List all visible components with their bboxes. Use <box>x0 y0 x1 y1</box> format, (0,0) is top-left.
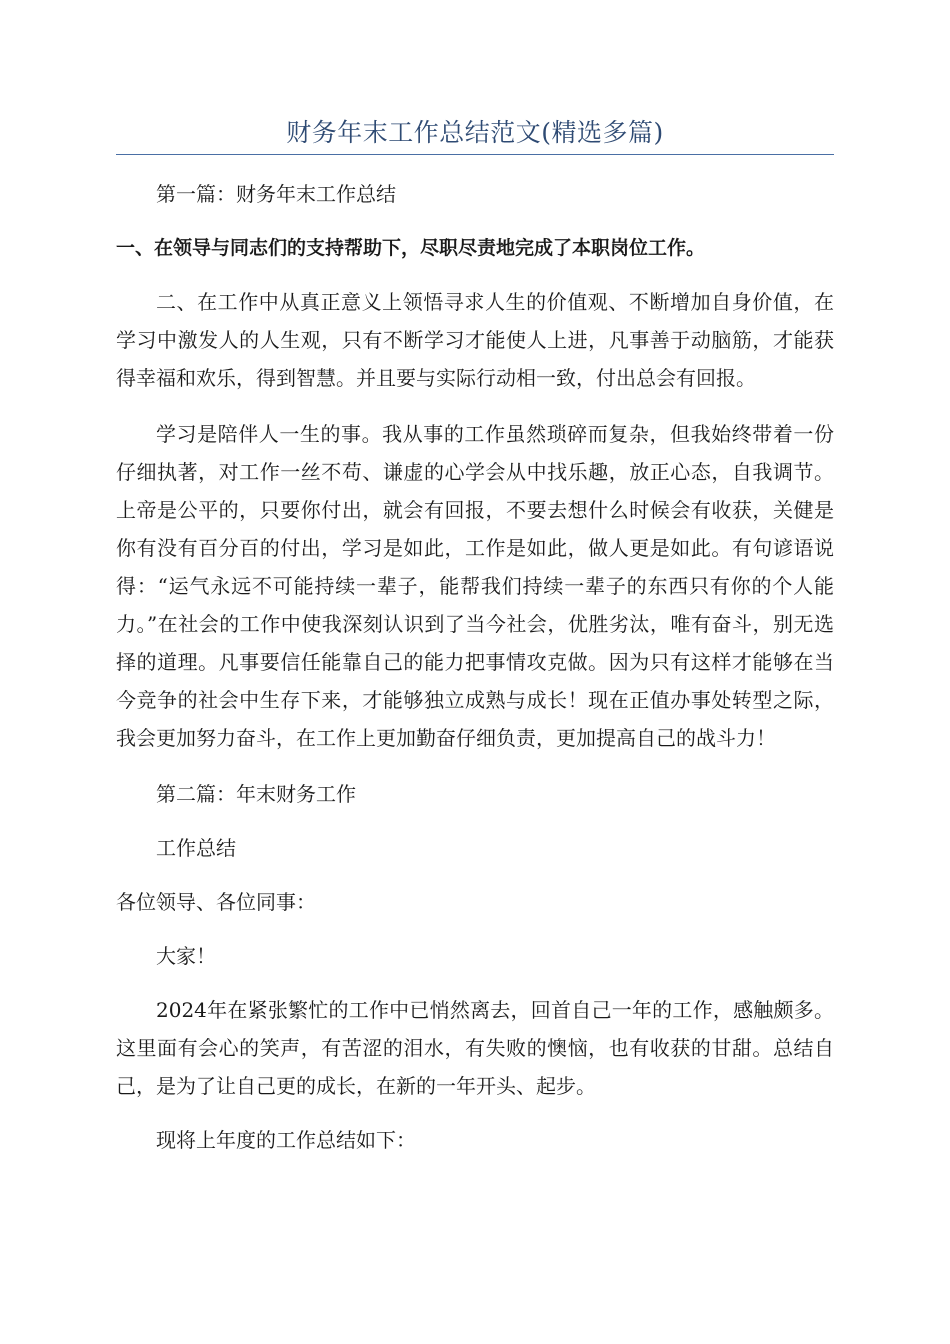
section-heading-1: 第一篇：财务年末工作总结 <box>156 182 396 206</box>
bold-point-1: 一、在领导与同志们的支持帮助下，尽职尽责地完成了本职岗位工作。 <box>116 237 706 259</box>
paragraph-learning: 学习是陪伴人一生的事。我从事的工作虽然琐碎而复杂，但我始终带着一份仔细执著，对工作一丝不苟、谦虚的心学会从中找乐趣，放正心态，自我调节。上帝是公平的，只要你付出，就会有回报，不要去想什么时候会有收获，关健是你有没有百分百的付出，学习是如此，工作是如此，做人更是如此。有句谚语说得：“运气永远不可能持续一辈子，能帮我们持续一辈子的东西只有你的个人能力。”在社会的工作中使我深刻认识到了当今社会，优胜劣汰，唯有奋斗，别无选择的道理。凡事要信任能靠自己的能力把事情攻克做。因为只有这样才能够在当今竞争的社会中生存下来，才能够独立成熟与成长！现在正值办事处转型之际，我会更加努力奋斗，在工作上更加勤奋仔细负责，更加提高自己的战斗力！ <box>116 422 834 750</box>
document-title: 财务年末工作总结范文(精选多篇) <box>286 118 664 147</box>
subheading-work-summary: 工作总结 <box>156 836 236 860</box>
paragraph-summary-intro: 现将上年度的工作总结如下： <box>156 1128 416 1152</box>
salutation: 各位领导、各位同事： <box>116 890 316 914</box>
title-underline <box>116 154 834 155</box>
section-heading-2: 第二篇：年末财务工作 <box>156 782 356 806</box>
paragraph-point-2: 二、在工作中从真正意义上领悟寻求人生的价值观、不断增加自身价值，在学习中激发人的人生观，只有不断学习才能使人上进，凡事善于动脑筋，才能获得幸福和欢乐，得到智慧。并且要与实际行动相一致，付出总会有回报。 <box>116 290 834 390</box>
paragraph-year-review: 2024年在紧张繁忙的工作中已悄然离去，回首自己一年的工作，感触颇多。这里面有会心的笑声，有苦涩的泪水，有失败的懊恼，也有收获的甘甜。总结自己，是为了让自己更的成长，在新的一年开头、起步。 <box>116 998 834 1098</box>
document-page <box>116 112 834 1159</box>
greeting: 大家！ <box>156 944 216 968</box>
